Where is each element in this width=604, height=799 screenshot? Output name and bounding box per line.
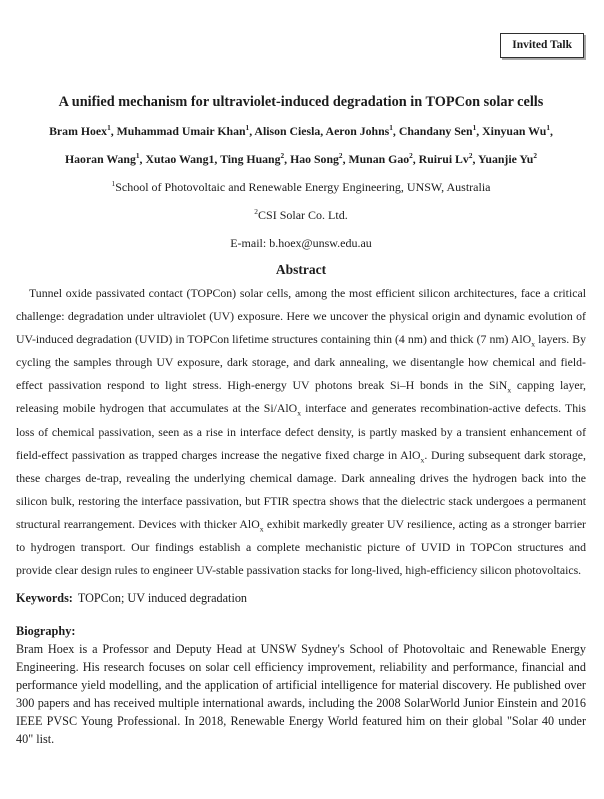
paper-title: A unified mechanism for ultraviolet-induced degradation in TOPCon solar cells <box>58 94 544 110</box>
author-line-2: Haoran Wang$^1$, Xutao Wang1, Ting Huang$^2$, Hao Song$^2$, Munan Gao$^2$, Ruirui Lv$^2$, Yuanjie Yu$^2$ <box>64 151 538 166</box>
author-line-1: Bram Hoex$^1$, Muhammad Umair Khan$^1$, Alison Ciesla, Aeron Johns$^1$, Chandany Sen$^1$, Xinyuan Wu$^1$, <box>49 123 553 138</box>
affiliation-list <box>16 173 586 229</box>
biography-text: Bram Hoex is a Professor and Deputy Head at UNSW Sydney's School of Photovoltaic and Renewable Energy Engineering. His research focuses on solar cell efficiency improvement, reliability and performance, financial and performance yield modelling, and the application of artificial intelligence for material discovery. He published over 300 papers and has received multiple international awards, including the 2008 SolarWorld Junior Einstein and 2016 IEEE PVSC Young Professional. In 2018, Renewable Energy World featured him on their global "Solar 40 under 40" list. <box>16 642 586 746</box>
affiliation-line-1: $^1$School of Photovoltaic and Renewable Energy Engineering, UNSW, Australia <box>111 179 491 194</box>
affiliation-line-2: $^2$CSI Solar Co. Ltd. <box>254 207 348 222</box>
abstract-heading: Abstract <box>275 262 327 277</box>
keywords-line <box>16 590 586 607</box>
invited-talk-badge: Invited Talk <box>500 33 584 58</box>
abstract-body: Tunnel oxide passivated contact (TOPCon) solar cells, among the most efficient silicon architectures, face a critical challenge: degradation under ultraviolet (UV) exposure. Here we uncover the physical origin and dynamic evolution of UV-induced degradation (UVID) in TOPCon lifetime structures containing thin (4 nm) and thick (7 nm) AlO$_x$ layers. By cycling the samples through UV exposure, dark storage, and dark annealing, we disentangle how chemical and field-effect passivation respond to light stress. High-energy UV photons break Si–H bonds in the SiN$_x$ capping layer, releasing mobile hydrogen that accumulates at the Si/AlO$_x$ interface and generates recombination-active defects. This loss of chemical passivation, seen as a rise in interface defect density, is partly masked by a transient enhancement of field-effect passivation as trapped charges increase the negative fixed charge in AlO$_x$. During subsequent dark storage, these charges de-trap, revealing the underlying chemical damage. Dark annealing drives the hydrogen back into the silicon bulk, restoring the interface passivation, but FTIR spectra shows that the dielectric stack undergoes a permanent structural rearrangement. Devices with thicker AlO$_x$ exhibit markedly greater UV resilience, acting as a stronger barrier to hydrogen transport. Our findings establish a complete mechanistic picture of UVID in TOPCon structures and provide clear design rules to engineer UV-stable passivation stacks for long-lived, high-efficiency silicon photovoltaics. <box>16 286 586 578</box>
email-line: E-mail: b.hoex@unsw.edu.au <box>230 236 372 250</box>
author-list <box>16 117 586 173</box>
biography-heading: Biography: <box>16 624 76 639</box>
keywords-label: Keywords: <box>16 591 73 606</box>
keywords-text: TOPCon; UV induced degradation <box>77 591 248 606</box>
badge-row <box>16 33 584 58</box>
